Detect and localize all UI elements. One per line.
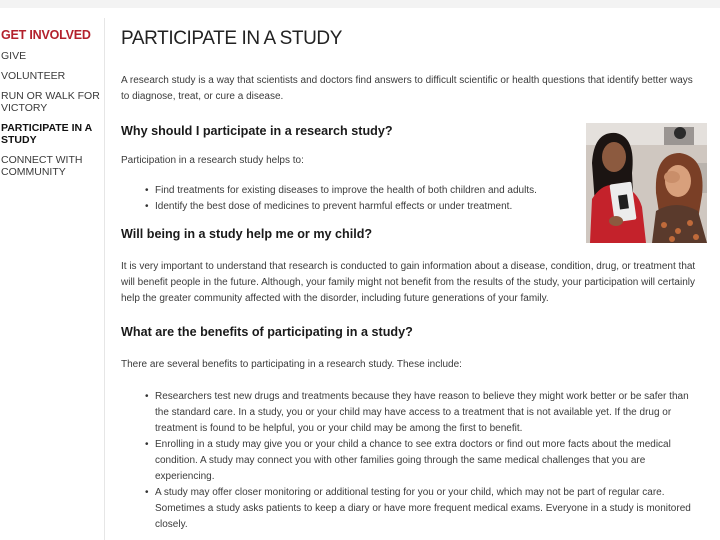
list-item: • Find treatments for existing diseases to improve the health of both children and adults.	[121, 183, 703, 199]
sidebar-item-give[interactable]: GIVE	[1, 50, 27, 62]
list-item: • Identify the best dose of medicines to prevent harmful effects or under treatment.	[121, 199, 703, 215]
section-heading-benefits: What are the benefits of participating in a study?	[121, 325, 413, 339]
sidebar-item-run-or-walk[interactable]: RUN OR WALK FOR VICTORY	[1, 90, 100, 114]
intro-paragraph: A research study is a way that scientists and doctors find answers to difficult scientific or health questions that identify better ways to diagnose, treat, or cure a disease.	[121, 75, 693, 102]
sidebar-nav	[0, 28, 100, 186]
section-heading-why: Why should I participate in a research study?	[121, 124, 393, 138]
sidebar-item-connect[interactable]: CONNECT WITH COMMUNITY	[1, 154, 83, 178]
main-content	[121, 28, 703, 533]
list-item: • Researchers test new drugs and treatments because they have reason to believe they might work better or be safer than the standard care. In a study, you or your child may have access to a treatment that is not available yet. If the drug or treatment is found to be helpful, you or your child may be among the first to benefit.	[121, 389, 703, 437]
photo-illustration	[586, 123, 707, 243]
section-benefits-list	[121, 389, 703, 533]
list-item: • A study may offer closer monitoring or additional testing for you or your child, which may not be part of regular care. Sometimes a study asks patients to keep a diary or have more frequent medical exams. Everyone in a study is monitored closely.	[121, 485, 703, 533]
study-participants-photo	[586, 123, 707, 243]
page-title: PARTICIPATE IN A STUDY	[121, 28, 343, 49]
section-benefits-lead: There are several benefits to participating in a research study. These include:	[121, 359, 462, 370]
list-item: • Enrolling in a study may give you or your child a chance to see extra doctors or find out more facts about the medical condition. A study may connect you with other families going through the same medical challenges that you are experiencing.	[121, 437, 703, 485]
section-heading-help: Will being in a study help me or my child?	[121, 227, 373, 241]
section-why-lead: Participation in a research study helps to:	[121, 155, 304, 166]
sidebar-item-participate[interactable]: PARTICIPATE IN A STUDY	[1, 122, 92, 146]
sidebar-title[interactable]: GET INVOLVED	[1, 28, 91, 42]
top-bar	[0, 0, 720, 8]
sidebar-item-volunteer[interactable]: VOLUNTEER	[1, 70, 66, 82]
sidebar-divider	[104, 18, 105, 540]
section-help-body: It is very important to understand that research is conducted to gain information about a disease, condition, drug, or treatment that will benefit people in the future. Although, your family might not benefit from the results of the study, your participation will certainly help the greater community affected with the disorder, including future generations of your family.	[121, 261, 696, 304]
